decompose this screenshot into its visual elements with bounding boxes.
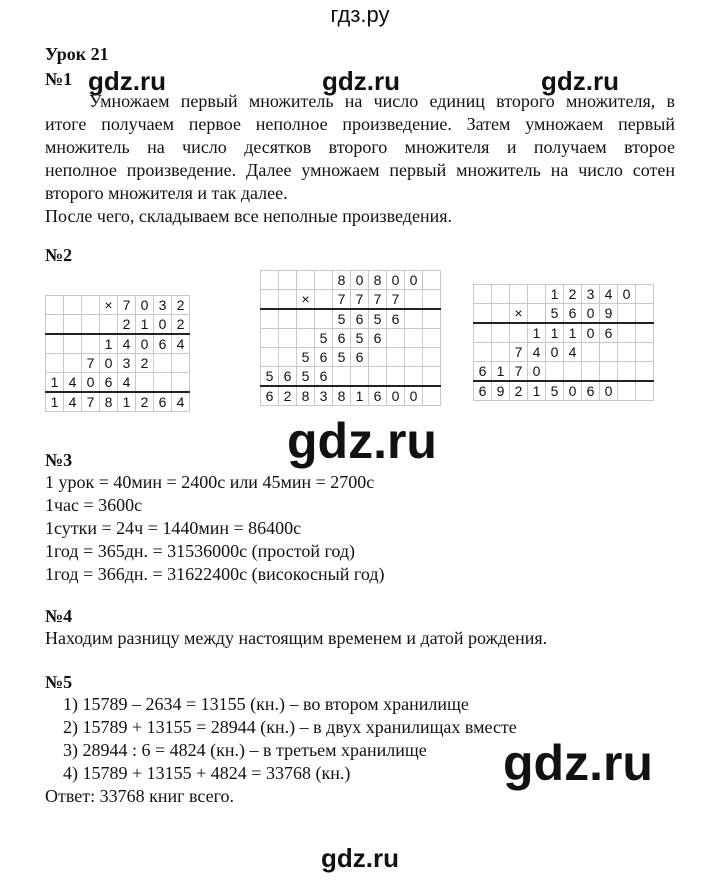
grid-cell: 2 bbox=[118, 315, 136, 335]
grid-cell: 2 bbox=[136, 354, 154, 373]
site-header: гдз.ру bbox=[330, 2, 390, 27]
grid-cell bbox=[474, 285, 492, 304]
grid-cell: 0 bbox=[405, 386, 423, 406]
task3-line: 1сутки = 24ч = 1440мин = 86400с bbox=[45, 518, 302, 538]
task4-number: №4 bbox=[45, 606, 73, 626]
grid-cell bbox=[46, 315, 64, 335]
grid-cell: 0 bbox=[154, 315, 172, 335]
grid-cell: 3 bbox=[154, 296, 172, 315]
grid-cell bbox=[82, 296, 100, 315]
grid-cell bbox=[636, 285, 654, 304]
grid-cell bbox=[618, 362, 636, 382]
grid-cell bbox=[492, 285, 510, 304]
task5-answer: Ответ: 33768 книг всего. bbox=[45, 786, 235, 806]
grid-cell bbox=[261, 271, 279, 290]
grid-cell: 6 bbox=[261, 386, 279, 406]
task3-line: 1час = 3600с bbox=[45, 495, 143, 515]
grid-cell bbox=[387, 348, 405, 367]
grid-cell: 0 bbox=[582, 323, 600, 343]
grid-cell bbox=[636, 343, 654, 362]
grid-cell bbox=[492, 343, 510, 362]
grid-cell: 7 bbox=[510, 362, 528, 382]
grid-cell: 2 bbox=[510, 381, 528, 401]
grid-cell: 5 bbox=[546, 304, 564, 324]
grid-cell bbox=[492, 323, 510, 343]
grid-cell bbox=[423, 271, 441, 290]
grid-cell: 0 bbox=[82, 373, 100, 393]
grid-cell: 0 bbox=[387, 386, 405, 406]
task1-line: Умножаем первый множитель на число единиц второго множителя, в bbox=[89, 91, 675, 111]
grid-row bbox=[46, 315, 190, 335]
grid-row bbox=[474, 381, 654, 401]
grid-cell: 9 bbox=[600, 304, 618, 324]
task5-number: №5 bbox=[45, 672, 73, 692]
grid-cell: 6 bbox=[333, 329, 351, 348]
grid-cell bbox=[405, 348, 423, 367]
grid-cell: 3 bbox=[582, 285, 600, 304]
grid-cell bbox=[351, 367, 369, 387]
grid-cell bbox=[618, 343, 636, 362]
grid-cell: 2 bbox=[279, 386, 297, 406]
grid-cell bbox=[154, 373, 172, 393]
grid-cell: 6 bbox=[474, 362, 492, 382]
grid-cell bbox=[154, 354, 172, 373]
grid-cell: 0 bbox=[528, 362, 546, 382]
grid-cell: 8 bbox=[333, 386, 351, 406]
grid-cell bbox=[261, 309, 279, 329]
grid-cell: 3 bbox=[315, 386, 333, 406]
grid-cell: 0 bbox=[618, 285, 636, 304]
grid-cell: × bbox=[100, 296, 118, 315]
task5-text bbox=[63, 693, 517, 785]
grid-cell: 4 bbox=[564, 343, 582, 362]
grid-cell: 5 bbox=[351, 329, 369, 348]
grid-cell: 7 bbox=[351, 290, 369, 310]
grid-cell: 0 bbox=[546, 343, 564, 362]
grid-cell bbox=[510, 285, 528, 304]
grid-cell bbox=[261, 329, 279, 348]
grid-cell: 5 bbox=[297, 367, 315, 387]
grid-cell bbox=[387, 329, 405, 348]
grid-cell bbox=[423, 348, 441, 367]
task1-line: неполное произведение. Далее умножаем первый множитель на число сотен bbox=[45, 160, 675, 180]
task1-line: множитель на число десятков второго множителя и получаем второе bbox=[45, 137, 675, 157]
grid-cell: 7 bbox=[387, 290, 405, 310]
grid-cell bbox=[546, 362, 564, 382]
grid-row bbox=[46, 373, 190, 393]
grid-row bbox=[261, 309, 441, 329]
grid-row bbox=[474, 343, 654, 362]
grid-cell bbox=[636, 362, 654, 382]
grid-cell: 6 bbox=[600, 323, 618, 343]
task1-number: №1 bbox=[45, 69, 73, 89]
grid-cell: 1 bbox=[46, 392, 64, 412]
grid-cell: 2 bbox=[136, 392, 154, 412]
grid-cell: 6 bbox=[564, 304, 582, 324]
grid-cell: 5 bbox=[546, 381, 564, 401]
grid-cell: 5 bbox=[315, 329, 333, 348]
grid-row bbox=[46, 392, 190, 412]
grid-cell bbox=[636, 304, 654, 324]
task5-line: 4) 15789 + 13155 + 4824 = 33768 (кн.) bbox=[63, 763, 351, 783]
grid-row bbox=[46, 334, 190, 354]
grid-cell bbox=[618, 304, 636, 324]
grid-cell: 9 bbox=[492, 381, 510, 401]
grid-cell bbox=[279, 329, 297, 348]
grid-cell: 6 bbox=[369, 386, 387, 406]
grid-cell: 1 bbox=[528, 323, 546, 343]
grid-cell bbox=[510, 323, 528, 343]
grid-cell bbox=[405, 290, 423, 310]
grid-cell: 1 bbox=[546, 323, 564, 343]
task3-text bbox=[45, 471, 384, 586]
grid-cell bbox=[315, 271, 333, 290]
grid-cell bbox=[64, 296, 82, 315]
grid-cell bbox=[618, 323, 636, 343]
grid-cell: 4 bbox=[64, 392, 82, 412]
grid-row bbox=[474, 323, 654, 343]
grid-cell bbox=[279, 271, 297, 290]
grid-cell: 8 bbox=[369, 271, 387, 290]
grid-cell bbox=[100, 315, 118, 335]
grid-row bbox=[261, 386, 441, 406]
grid-row bbox=[474, 285, 654, 304]
grid-cell: 1 bbox=[546, 285, 564, 304]
grid-cell bbox=[64, 334, 82, 354]
grid-cell bbox=[172, 373, 190, 393]
grid-cell bbox=[636, 323, 654, 343]
grid-cell bbox=[474, 304, 492, 324]
grid-cell bbox=[564, 362, 582, 382]
grid-cell: 6 bbox=[154, 334, 172, 354]
grid-row bbox=[261, 271, 441, 290]
grid-cell bbox=[261, 290, 279, 310]
grid-cell: 6 bbox=[474, 381, 492, 401]
multiplication-grid-3 bbox=[473, 284, 654, 401]
grid-cell bbox=[387, 367, 405, 387]
grid-cell: 6 bbox=[279, 367, 297, 387]
task1-line: итоге получаем первое неполное произведение. Затем умножаем первый bbox=[45, 114, 675, 134]
task5-line: 3) 28944 : 6 = 4824 (кн.) – в третьем хранилище bbox=[63, 740, 427, 760]
grid-cell: 7 bbox=[510, 343, 528, 362]
grid-cell bbox=[82, 315, 100, 335]
grid-cell bbox=[600, 362, 618, 382]
grid-cell bbox=[423, 309, 441, 329]
grid-cell bbox=[582, 343, 600, 362]
grid-cell: 7 bbox=[118, 296, 136, 315]
grid-cell bbox=[261, 348, 279, 367]
grid-cell: 7 bbox=[82, 354, 100, 373]
grid-cell: 0 bbox=[405, 271, 423, 290]
grid-row bbox=[261, 290, 441, 310]
grid-cell: 8 bbox=[297, 386, 315, 406]
grid-cell: 6 bbox=[387, 309, 405, 329]
grid-cell bbox=[492, 304, 510, 324]
watermark-2: gdz.ru bbox=[322, 66, 400, 96]
task3-line: 1 урок = 40мин = 2400с или 45мин = 2700с bbox=[45, 472, 375, 492]
grid-cell: 4 bbox=[118, 373, 136, 393]
grid-cell: 5 bbox=[369, 309, 387, 329]
grid-cell: 0 bbox=[387, 271, 405, 290]
grid-cell bbox=[297, 271, 315, 290]
watermark-large-1: gdz.ru bbox=[287, 413, 437, 469]
grid-cell: 7 bbox=[369, 290, 387, 310]
grid-cell: 5 bbox=[333, 348, 351, 367]
grid-cell bbox=[369, 367, 387, 387]
grid-cell bbox=[82, 334, 100, 354]
grid-row bbox=[261, 367, 441, 387]
grid-cell bbox=[315, 290, 333, 310]
grid-cell: 6 bbox=[369, 329, 387, 348]
grid-cell: 6 bbox=[582, 381, 600, 401]
multiplication-grid-1 bbox=[45, 295, 190, 412]
task1-line: второго множителя и так далее. bbox=[45, 183, 288, 203]
grid-cell: 5 bbox=[297, 348, 315, 367]
grid-cell: 8 bbox=[100, 392, 118, 412]
grid-row bbox=[474, 304, 654, 324]
grid-cell bbox=[405, 309, 423, 329]
task3-line: 1год = 366дн. = 31622400с (високосный год) bbox=[45, 564, 385, 584]
grid-cell: 7 bbox=[82, 392, 100, 412]
lesson-title: Урок 21 bbox=[45, 44, 109, 64]
grid-cell: 7 bbox=[333, 290, 351, 310]
grid-cell: 6 bbox=[351, 348, 369, 367]
multiplication-grid-2 bbox=[260, 270, 441, 406]
grid-cell bbox=[297, 329, 315, 348]
grid-cell bbox=[333, 367, 351, 387]
grid-cell: 0 bbox=[136, 296, 154, 315]
grid-cell bbox=[279, 348, 297, 367]
grid-cell: 3 bbox=[118, 354, 136, 373]
grid-cell: 6 bbox=[315, 367, 333, 387]
grid-cell: 1 bbox=[46, 373, 64, 393]
grid-row bbox=[261, 329, 441, 348]
grid-cell: 4 bbox=[64, 373, 82, 393]
grid-cell: 0 bbox=[582, 304, 600, 324]
grid-cell: 4 bbox=[118, 334, 136, 354]
grid-cell: 0 bbox=[100, 354, 118, 373]
grid-cell: × bbox=[510, 304, 528, 324]
grid-cell bbox=[315, 309, 333, 329]
task5-line: 2) 15789 + 13155 = 28944 (кн.) – в двух хранилищах вместе bbox=[63, 717, 517, 737]
grid-row bbox=[474, 362, 654, 382]
grid-cell: 0 bbox=[136, 334, 154, 354]
grid-cell: 4 bbox=[172, 334, 190, 354]
grid-cell bbox=[474, 323, 492, 343]
grid-cell: 1 bbox=[118, 392, 136, 412]
grid-cell: × bbox=[297, 290, 315, 310]
task3-number: №3 bbox=[45, 450, 73, 470]
watermark-large-2: gdz.ru bbox=[503, 735, 653, 791]
grid-cell: 1 bbox=[492, 362, 510, 382]
grid-cell bbox=[423, 367, 441, 387]
grid-cell bbox=[582, 362, 600, 382]
grid-cell bbox=[64, 354, 82, 373]
grid-cell bbox=[172, 354, 190, 373]
task3-line: 1год = 365дн. = 31536000с (простой год) bbox=[45, 541, 356, 561]
grid-cell bbox=[297, 309, 315, 329]
grid-cell bbox=[405, 367, 423, 387]
grid-cell bbox=[474, 343, 492, 362]
grid-cell bbox=[279, 309, 297, 329]
grid-cell: 1 bbox=[528, 381, 546, 401]
grid-cell: 1 bbox=[351, 386, 369, 406]
grid-cell bbox=[64, 315, 82, 335]
grid-cell: 6 bbox=[154, 392, 172, 412]
grid-cell bbox=[369, 348, 387, 367]
grid-cell: 5 bbox=[333, 309, 351, 329]
grid-cell: 4 bbox=[600, 285, 618, 304]
watermark-3: gdz.ru bbox=[541, 66, 619, 96]
grid-cell bbox=[46, 354, 64, 373]
grid-cell bbox=[46, 296, 64, 315]
grid-cell: 4 bbox=[172, 392, 190, 412]
grid-cell bbox=[423, 290, 441, 310]
task1-text bbox=[45, 90, 675, 228]
grid-cell bbox=[279, 290, 297, 310]
grid-cell: 5 bbox=[261, 367, 279, 387]
grid-cell: 0 bbox=[564, 381, 582, 401]
grid-cell: 2 bbox=[172, 315, 190, 335]
grid-cell bbox=[618, 381, 636, 401]
grid-cell: 6 bbox=[351, 309, 369, 329]
task1-line: После чего, складываем все неполные произведения. bbox=[45, 206, 452, 226]
watermark-footer: gdz.ru bbox=[321, 843, 399, 873]
grid-cell: 1 bbox=[564, 323, 582, 343]
grid-cell bbox=[136, 373, 154, 393]
grid-cell bbox=[528, 285, 546, 304]
task4-text: Находим разницу между настоящим временем и датой рождения. bbox=[45, 628, 548, 648]
grid-cell bbox=[423, 386, 441, 406]
grid-cell: 2 bbox=[564, 285, 582, 304]
grid-cell bbox=[423, 329, 441, 348]
grid-row bbox=[46, 354, 190, 373]
grid-cell: 1 bbox=[136, 315, 154, 335]
grid-cell: 1 bbox=[100, 334, 118, 354]
grid-cell bbox=[46, 334, 64, 354]
grid-row bbox=[261, 348, 441, 367]
task5-line: 1) 15789 – 2634 = 13155 (кн.) – во втором хранилище bbox=[63, 694, 469, 714]
task2-number: №2 bbox=[45, 245, 73, 265]
grid-cell: 4 bbox=[528, 343, 546, 362]
grid-cell: 6 bbox=[315, 348, 333, 367]
grid-cell: 0 bbox=[600, 381, 618, 401]
grid-cell bbox=[600, 343, 618, 362]
grid-cell: 2 bbox=[172, 296, 190, 315]
grid-cell bbox=[636, 381, 654, 401]
grid-cell bbox=[405, 329, 423, 348]
grid-cell bbox=[528, 304, 546, 324]
grid-row bbox=[46, 296, 190, 315]
watermark-1: gdz.ru bbox=[88, 66, 166, 96]
grid-cell: 6 bbox=[100, 373, 118, 393]
grid-cell: 0 bbox=[351, 271, 369, 290]
grid-cell: 8 bbox=[333, 271, 351, 290]
